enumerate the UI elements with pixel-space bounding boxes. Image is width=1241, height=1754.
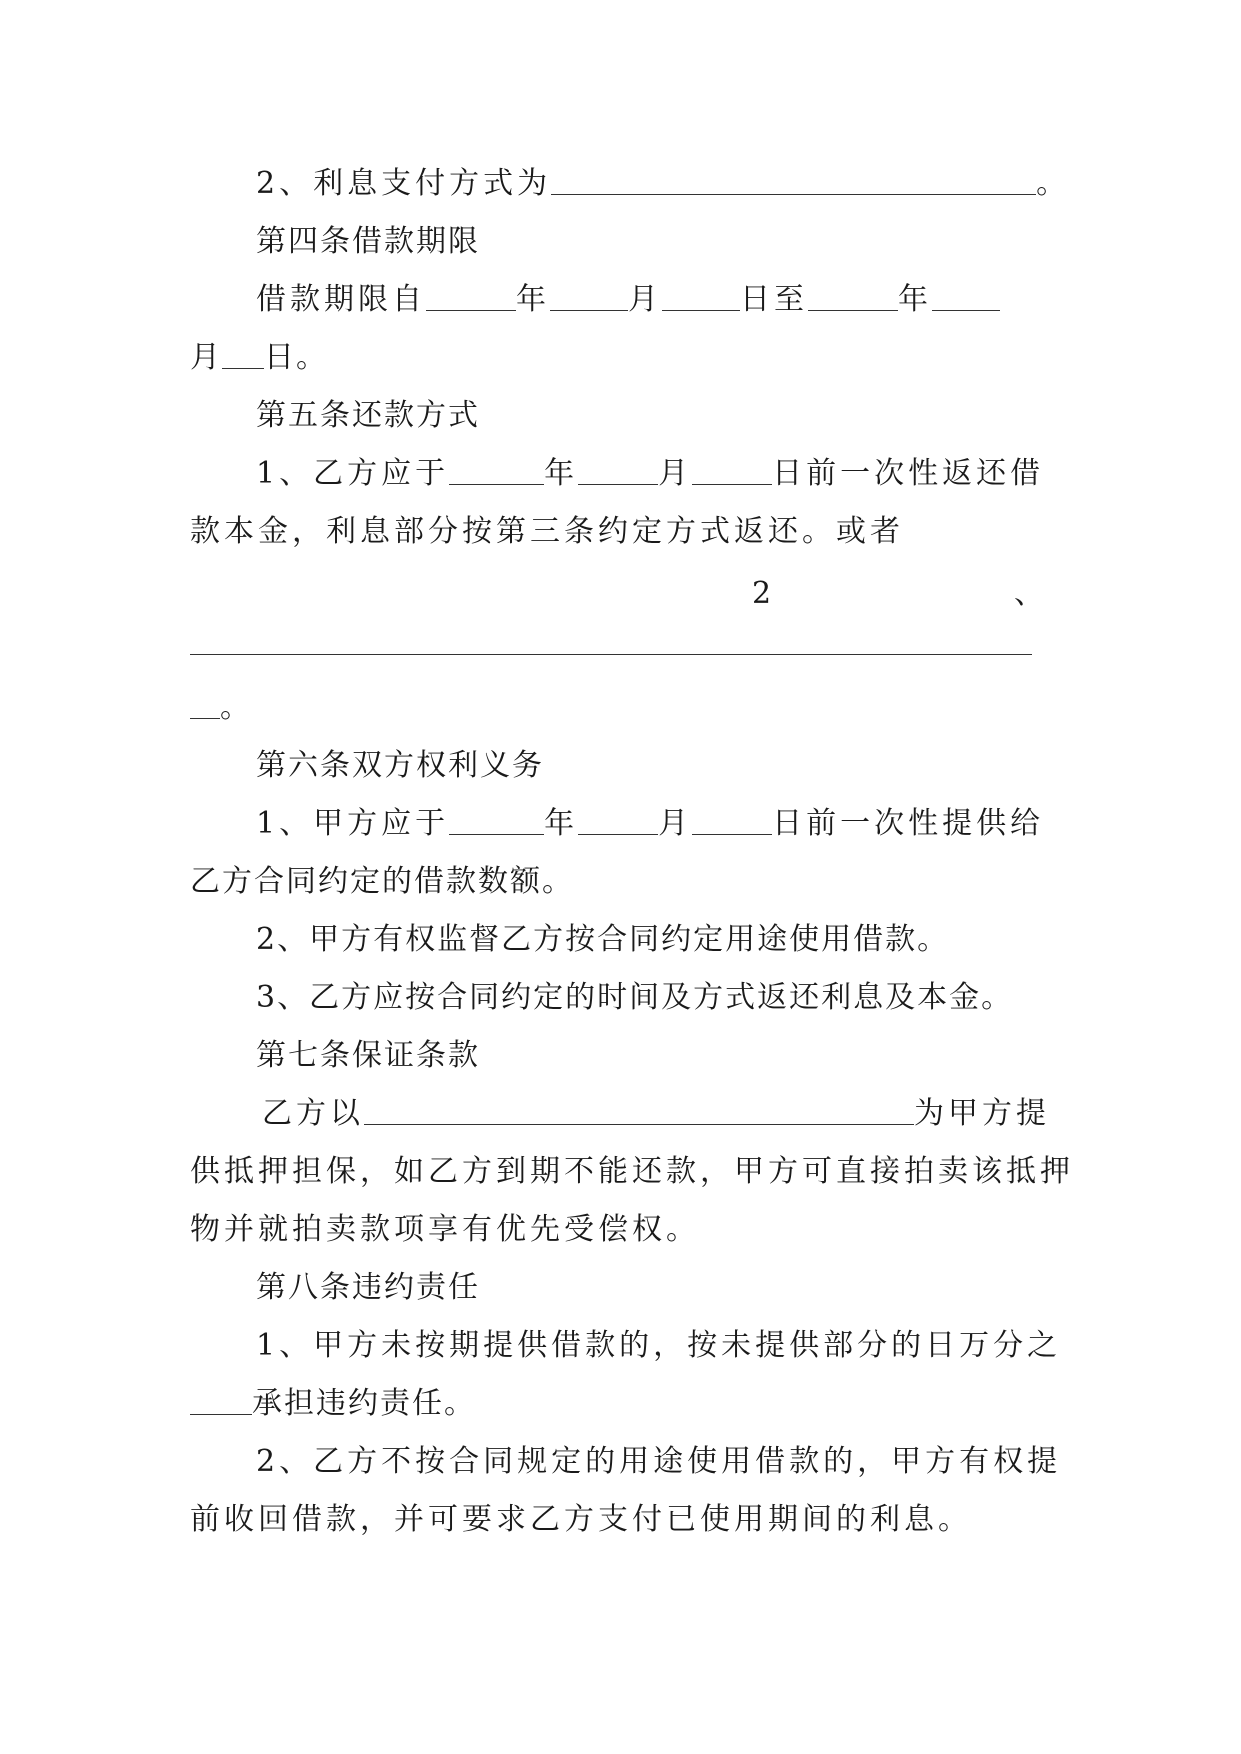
text-segment: 1、乙方应于 <box>256 456 450 491</box>
paragraph-guarantee <box>190 1094 1132 1134</box>
blank-field[interactable] <box>364 1096 914 1125</box>
paragraph-loan-term-cont <box>190 338 1060 378</box>
blank-field[interactable] <box>449 806 544 835</box>
text-segment: 乙方以 <box>262 1096 364 1131</box>
text-segment: 月 <box>190 340 222 375</box>
text-segment: 借款期限自 <box>256 282 426 317</box>
text-segment: 。 <box>220 690 252 725</box>
text-segment: 年 <box>544 806 579 841</box>
paragraph-guarantee-cont: 供抵押担保，如乙方到期不能还款，甲方可直接拍卖该抵押 <box>190 1154 1074 1189</box>
blank-field[interactable] <box>578 806 658 835</box>
heading-article-4: 第四条借款期限 <box>256 224 480 259</box>
paragraph-breach-2: 2、乙方不按合同规定的用途使用借款的，甲方有权提 <box>256 1444 1062 1479</box>
paragraph-repayment-1 <box>190 454 1126 494</box>
text-segment: 年 <box>516 282 550 317</box>
text-segment: 为甲方提 <box>914 1096 1050 1131</box>
paragraph-interest-payment <box>190 164 1126 204</box>
paragraph-rights-3: 3、乙方应按合同约定的时间及方式返还利息及本金。 <box>256 980 1014 1015</box>
blank-field[interactable] <box>692 806 772 835</box>
paragraph-breach-1-cont <box>190 1384 1060 1424</box>
text-segment: 2、利息支付方式为 <box>256 166 552 201</box>
blank-field[interactable] <box>190 1386 252 1415</box>
blank-field[interactable] <box>190 626 1032 655</box>
paragraph-repayment-2 <box>190 574 1060 614</box>
paragraph-rights-1-cont: 乙方合同约定的借款数额。 <box>190 864 574 899</box>
blank-field[interactable] <box>578 456 658 485</box>
text-segment: 、 <box>1014 576 1046 611</box>
heading-article-8: 第八条违约责任 <box>256 1270 480 1305</box>
paragraph-repayment-1-cont: 款本金，利息部分按第三条约定方式返还。或者 <box>190 514 904 549</box>
text-segment: 2 <box>752 576 774 611</box>
blank-field[interactable] <box>662 282 740 311</box>
text-segment: 日。 <box>264 340 328 375</box>
heading-article-7: 第七条保证条款 <box>256 1038 480 1073</box>
text-segment: 月 <box>658 456 693 491</box>
text-segment: 月 <box>658 806 693 841</box>
blank-field[interactable] <box>692 456 772 485</box>
text-segment: 日前一次性提供给 <box>772 806 1045 841</box>
blank-field[interactable] <box>932 282 1000 311</box>
text-segment: 。 <box>1036 166 1071 201</box>
blank-field[interactable] <box>550 282 628 311</box>
paragraph-breach-1: 1、甲方未按期提供借款的，按未提供部分的日万分之 <box>256 1328 1062 1363</box>
blank-field[interactable] <box>190 690 220 719</box>
repayment-2-blank-row <box>190 624 1060 664</box>
paragraph-loan-term <box>190 280 1126 320</box>
blank-field[interactable] <box>551 166 1036 195</box>
paragraph-repayment-2-end <box>190 688 1060 728</box>
paragraph-rights-1 <box>190 804 1126 844</box>
paragraph-guarantee-cont-2: 物并就拍卖款项享有优先受偿权。 <box>190 1212 700 1247</box>
paragraph-rights-2: 2、甲方有权监督乙方按合同约定用途使用借款。 <box>256 922 950 957</box>
blank-field[interactable] <box>426 282 516 311</box>
text-segment: 年 <box>544 456 579 491</box>
text-segment: 日前一次性返还借 <box>772 456 1045 491</box>
paragraph-breach-2-cont: 前收回借款，并可要求乙方支付已使用期间的利息。 <box>190 1502 972 1537</box>
text-segment: 承担违约责任。 <box>252 1386 476 1421</box>
heading-article-5: 第五条还款方式 <box>256 398 480 433</box>
text-segment: 月 <box>628 282 662 317</box>
text-segment: 日至 <box>740 282 808 317</box>
text-segment: 年 <box>898 282 932 317</box>
blank-field[interactable] <box>222 340 264 369</box>
blank-field[interactable] <box>808 282 898 311</box>
blank-field[interactable] <box>449 456 544 485</box>
heading-article-6: 第六条双方权利义务 <box>256 748 544 783</box>
text-segment: 1、甲方应于 <box>256 806 450 841</box>
